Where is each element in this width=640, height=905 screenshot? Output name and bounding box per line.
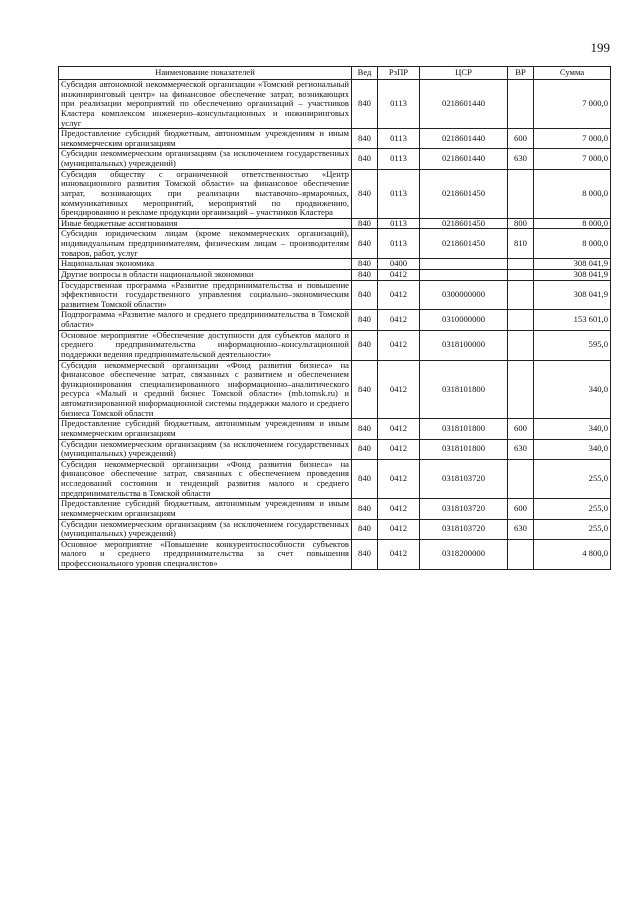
cell-csr: 0218601450 [420,169,508,218]
header-rzpr: РзПР [378,67,420,80]
cell-csr: 0318200000 [420,539,508,569]
cell-ved: 840 [352,129,378,149]
cell-vr [508,459,534,499]
cell-sum: 595,0 [534,330,611,360]
cell-name: Другие вопросы в области национальной экономики [59,269,352,280]
table-row [59,439,611,459]
table-row [59,419,611,439]
cell-csr: 0300000000 [420,280,508,310]
cell-name: Предоставление субсидий бюджетным, автономным учреждениям и иным некоммерческим организациям [59,129,352,149]
cell-vr [508,259,534,270]
cell-name: Основное мероприятие «Обеспечение доступности для субъектов малого и среднего предпринимательства информационно–консультационной поддержки ведения предпринимательской деятельности» [59,330,352,360]
cell-rzpr: 0412 [378,269,420,280]
cell-ved: 840 [352,269,378,280]
cell-name: Подпрограмма «Развитие малого и среднего предпринимательства в Томской области» [59,310,352,330]
table-row [59,169,611,218]
cell-vr [508,169,534,218]
cell-ved: 840 [352,419,378,439]
cell-csr: 0218601440 [420,129,508,149]
cell-rzpr: 0113 [378,169,420,218]
cell-sum: 340,0 [534,360,611,419]
cell-rzpr: 0412 [378,280,420,310]
cell-ved: 840 [352,310,378,330]
cell-ved: 840 [352,539,378,569]
cell-name: Национальная экономика [59,259,352,270]
cell-sum: 8 000,0 [534,229,611,259]
cell-csr: 0318101800 [420,360,508,419]
cell-rzpr: 0113 [378,218,420,229]
cell-name: Основное мероприятие «Повышение конкурентоспособности субъектов малого и среднего предпринимательства за счет повышения профессионального уровня специалистов» [59,539,352,569]
cell-vr: 630 [508,149,534,169]
cell-ved: 840 [352,280,378,310]
cell-sum: 8 000,0 [534,218,611,229]
cell-vr [508,330,534,360]
cell-vr [508,80,534,129]
cell-vr [508,269,534,280]
cell-csr: 0318100000 [420,330,508,360]
cell-sum: 308 041,9 [534,259,611,270]
cell-csr: 0218601440 [420,149,508,169]
cell-vr: 600 [508,419,534,439]
cell-ved: 840 [352,229,378,259]
cell-vr [508,539,534,569]
cell-vr [508,280,534,310]
cell-name: Субсидии некоммерческим организациям (за исключением государственных (муниципальных) учреждений) [59,519,352,539]
cell-vr: 600 [508,129,534,149]
cell-csr [420,259,508,270]
cell-csr: 0318103720 [420,459,508,499]
cell-name: Государственная программа «Развитие предпринимательства и повышение эффективности государственного управления социально–экономическим развитием Томской области» [59,280,352,310]
cell-rzpr: 0113 [378,80,420,129]
cell-ved: 840 [352,80,378,129]
header-vr: ВР [508,67,534,80]
table-header [59,67,611,80]
header-name: Наименование показателей [59,67,352,80]
table-row [59,129,611,149]
table-row [59,80,611,129]
cell-rzpr: 0412 [378,439,420,459]
cell-rzpr: 0400 [378,259,420,270]
table-row [59,310,611,330]
cell-rzpr: 0412 [378,519,420,539]
cell-sum: 255,0 [534,459,611,499]
header-sum: Сумма [534,67,611,80]
cell-sum: 308 041,9 [534,269,611,280]
cell-rzpr: 0412 [378,459,420,499]
cell-csr: 0318103720 [420,499,508,519]
cell-vr: 630 [508,439,534,459]
cell-sum: 7 000,0 [534,149,611,169]
cell-csr: 0218601450 [420,218,508,229]
cell-rzpr: 0412 [378,539,420,569]
cell-vr [508,310,534,330]
cell-name: Субсидия некоммерческой организации «Фонд развития бизнеса» на финансовое обеспечение затрат, связанных с обеспечением проведения исследований состояния и тенденций развития малого и среднего предпринимательства в Томской области [59,459,352,499]
cell-rzpr: 0412 [378,419,420,439]
cell-rzpr: 0412 [378,360,420,419]
cell-name: Субсидия некоммерческой организации «Фонд развития бизнеса» на финансовое обеспечение затрат, связанных с развитием и обеспечением функционирования специализированного информационно–аналитического ресурса «Малый и средний бизнес Томской области» (mb.tomsk.ru) и автоматизированной информационной системы поддержки малого и среднего бизнеса Томской области [59,360,352,419]
cell-sum: 7 000,0 [534,80,611,129]
cell-sum: 4 800,0 [534,539,611,569]
cell-rzpr: 0412 [378,499,420,519]
cell-ved: 840 [352,439,378,459]
cell-name: Предоставление субсидий бюджетным, автономным учреждениям и иным некоммерческим организациям [59,499,352,519]
table-row [59,499,611,519]
cell-rzpr: 0412 [378,310,420,330]
table-row [59,330,611,360]
cell-csr: 0218601450 [420,229,508,259]
cell-ved: 840 [352,499,378,519]
header-ved: Вед [352,67,378,80]
cell-csr [420,269,508,280]
cell-sum: 255,0 [534,519,611,539]
cell-ved: 840 [352,459,378,499]
table-row [59,259,611,270]
table-body [59,80,611,570]
cell-ved: 840 [352,149,378,169]
cell-csr: 0318101800 [420,419,508,439]
table-row [59,459,611,499]
table-row [59,269,611,280]
table-row [59,280,611,310]
cell-vr: 630 [508,519,534,539]
cell-rzpr: 0113 [378,149,420,169]
cell-vr: 810 [508,229,534,259]
cell-ved: 840 [352,519,378,539]
cell-ved: 840 [352,218,378,229]
cell-rzpr: 0113 [378,229,420,259]
cell-vr: 800 [508,218,534,229]
cell-ved: 840 [352,330,378,360]
cell-csr: 0218601440 [420,80,508,129]
cell-ved: 840 [352,169,378,218]
cell-sum: 7 000,0 [534,129,611,149]
budget-table [58,66,611,570]
cell-rzpr: 0412 [378,330,420,360]
header-csr: ЦСР [420,67,508,80]
cell-name: Субсидия автономной некоммерческой организации «Томский региональный инжиниринговый центр» на финансовое обеспечение затрат, возникающих при реализации мероприятий по обеспечению организаций – участников Кластера комплексом инженерно–консультационных и инжиниринговых услуг [59,80,352,129]
table-row [59,229,611,259]
cell-vr [508,360,534,419]
cell-name: Субсидия обществу с ограниченной ответственностью «Центр инновационного развития Томской области» на финансовое обеспечение затрат, возникающих при реализации выставочно–ярмарочных, коммуникативных мероприятий, мероприятий по продвижению, брендированию и рекламе продукции организаций – участников Кластера [59,169,352,218]
table-row [59,539,611,569]
cell-rzpr: 0113 [378,129,420,149]
cell-csr: 0318101800 [420,439,508,459]
table-row [59,360,611,419]
cell-sum: 340,0 [534,419,611,439]
cell-sum: 340,0 [534,439,611,459]
page-number: 199 [590,40,610,55]
header-row [59,67,611,80]
cell-sum: 255,0 [534,499,611,519]
table-row [59,218,611,229]
cell-name: Субсидии некоммерческим организациям (за исключением государственных (муниципальных) учреждений) [59,149,352,169]
cell-name: Предоставление субсидий бюджетным, автономным учреждениям и иным некоммерческим организациям [59,419,352,439]
cell-ved: 840 [352,360,378,419]
cell-sum: 8 000,0 [534,169,611,218]
cell-sum: 308 041,9 [534,280,611,310]
cell-ved: 840 [352,259,378,270]
cell-name: Субсидии некоммерческим организациям (за исключением государственных (муниципальных) учреждений) [59,439,352,459]
cell-sum: 153 601,0 [534,310,611,330]
table-row [59,149,611,169]
table-row [59,519,611,539]
cell-name: Субсидии юридическим лицам (кроме некоммерческих организаций), индивидуальным предпринимателям, физическим лицам – производителям товаров, работ, услуг [59,229,352,259]
cell-csr: 0318103720 [420,519,508,539]
cell-vr: 600 [508,499,534,519]
cell-name: Иные бюджетные ассигнования [59,218,352,229]
cell-csr: 0310000000 [420,310,508,330]
